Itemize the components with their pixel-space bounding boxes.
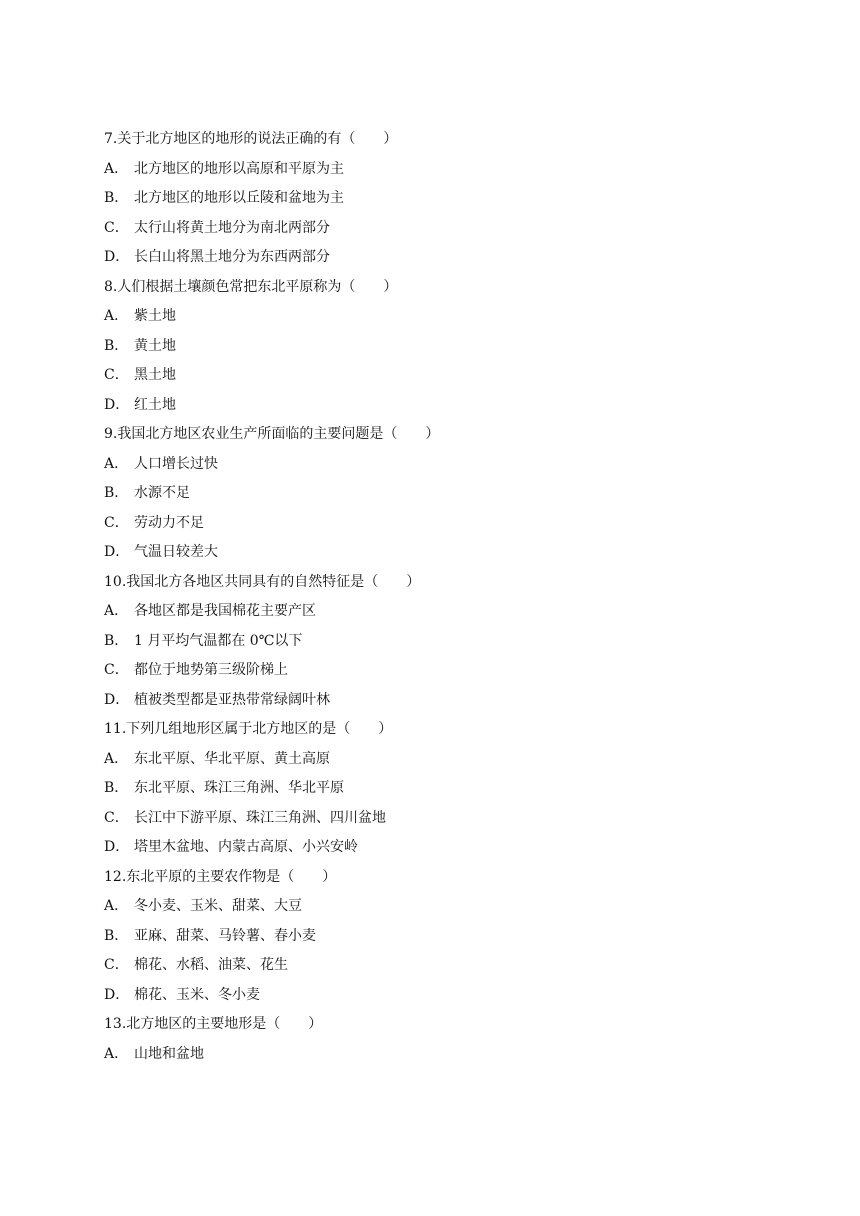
option-letter: D． — [104, 396, 130, 413]
option-letter: C． — [104, 219, 129, 236]
option-text: 水源不足 — [134, 485, 190, 501]
option-letter: C． — [104, 662, 129, 678]
option-9-d[interactable] — [104, 538, 764, 568]
option-letter: B． — [104, 485, 129, 501]
option-11-c[interactable] — [104, 804, 764, 834]
option-13-a[interactable] — [104, 1040, 764, 1070]
option-9-a[interactable] — [104, 450, 764, 480]
option-8-c[interactable] — [104, 361, 764, 391]
option-9-c[interactable] — [104, 509, 764, 539]
option-8-a[interactable] — [104, 302, 764, 332]
option-9-b[interactable] — [104, 479, 764, 509]
option-text: 劳动力不足 — [134, 514, 204, 531]
option-8-b[interactable] — [104, 332, 764, 362]
option-text: 长江中下游平原、珠江三角洲、四川盆地 — [134, 809, 386, 826]
option-7-c[interactable] — [104, 214, 764, 244]
option-text: 亚麻、甜菜、马铃薯、春小麦 — [134, 927, 316, 944]
option-text: 气温日较差大 — [134, 544, 218, 560]
option-text: 人口增长过快 — [134, 455, 218, 472]
option-8-d[interactable] — [104, 391, 764, 421]
option-10-d[interactable] — [104, 686, 764, 716]
option-letter: C． — [104, 514, 129, 531]
option-letter: A． — [104, 750, 129, 767]
option-letter: D． — [104, 839, 130, 855]
option-text: 黑土地 — [134, 367, 176, 383]
question-stem-9: 9.我国北方地区农业生产所面临的主要问题是（ ） — [104, 426, 440, 442]
question-list — [104, 125, 764, 1069]
option-letter: D． — [104, 249, 130, 265]
question-stem-13: 13.北方地区的主要地形是（ ） — [104, 1016, 323, 1032]
option-letter: A． — [104, 455, 129, 472]
option-text: 北方地区的地形以丘陵和盆地为主 — [134, 190, 344, 206]
option-letter: A． — [104, 603, 129, 619]
option-text: 黄土地 — [134, 337, 176, 354]
question-stem-10: 10.我国北方各地区共同具有的自然特征是（ ） — [104, 573, 421, 590]
option-7-d[interactable] — [104, 243, 764, 273]
option-7-a[interactable] — [104, 155, 764, 185]
question-stem-12: 12.东北平原的主要农作物是（ ） — [104, 868, 337, 885]
option-letter: B． — [104, 780, 129, 796]
option-letter: B． — [104, 190, 129, 206]
option-10-a[interactable] — [104, 597, 764, 627]
option-letter: A． — [104, 308, 129, 324]
option-letter: A． — [104, 1045, 129, 1062]
option-text: 东北平原、华北平原、黄土高原 — [134, 750, 330, 767]
option-text: 冬小麦、玉米、甜菜、大豆 — [134, 898, 302, 914]
option-text: 红土地 — [134, 396, 176, 413]
option-11-b[interactable] — [104, 774, 764, 804]
option-letter: A． — [104, 898, 129, 914]
option-7-b[interactable] — [104, 184, 764, 214]
question-stem-11: 11.下列几组地形区属于北方地区的是（ ） — [104, 721, 393, 737]
option-text: 东北平原、珠江三角洲、华北平原 — [134, 780, 344, 796]
option-text: 各地区都是我国棉花主要产区 — [134, 603, 316, 619]
option-11-d[interactable] — [104, 833, 764, 863]
option-text: 太行山将黄土地分为南北两部分 — [134, 219, 330, 236]
option-letter: D． — [104, 544, 130, 560]
option-text: 都位于地势第三级阶梯上 — [134, 662, 288, 678]
question-stem-7: 7.关于北方地区的地形的说法正确的有（ ） — [104, 131, 398, 147]
option-text: 山地和盆地 — [134, 1045, 204, 1062]
option-letter: C． — [104, 367, 129, 383]
option-letter: D． — [104, 691, 130, 708]
option-text: 长白山将黑土地分为东西两部分 — [134, 249, 330, 265]
option-letter: A． — [104, 160, 129, 177]
option-letter: C． — [104, 809, 129, 826]
option-text: 植被类型都是亚热带常绿阔叶林 — [134, 691, 330, 708]
option-text: 塔里木盆地、内蒙古高原、小兴安岭 — [134, 839, 358, 855]
option-text: 紫土地 — [134, 308, 176, 324]
option-12-a[interactable] — [104, 892, 764, 922]
option-10-b[interactable] — [104, 627, 764, 657]
option-text: 棉花、玉米、冬小麦 — [134, 986, 260, 1003]
option-letter: B． — [104, 632, 129, 649]
question-stem-8: 8.人们根据土壤颜色常把东北平原称为（ ） — [104, 278, 398, 295]
option-text: 北方地区的地形以高原和平原为主 — [134, 160, 344, 177]
option-letter: D． — [104, 986, 130, 1003]
option-text: 棉花、水稻、油菜、花生 — [134, 957, 288, 973]
option-12-c[interactable] — [104, 951, 764, 981]
option-letter: B． — [104, 927, 129, 944]
option-12-b[interactable] — [104, 922, 764, 952]
option-text: 1 月平均气温都在 0℃以下 — [134, 632, 303, 649]
option-11-a[interactable] — [104, 745, 764, 775]
option-12-d[interactable] — [104, 981, 764, 1011]
option-letter: C． — [104, 957, 129, 973]
option-10-c[interactable] — [104, 656, 764, 686]
option-letter: B． — [104, 337, 129, 354]
